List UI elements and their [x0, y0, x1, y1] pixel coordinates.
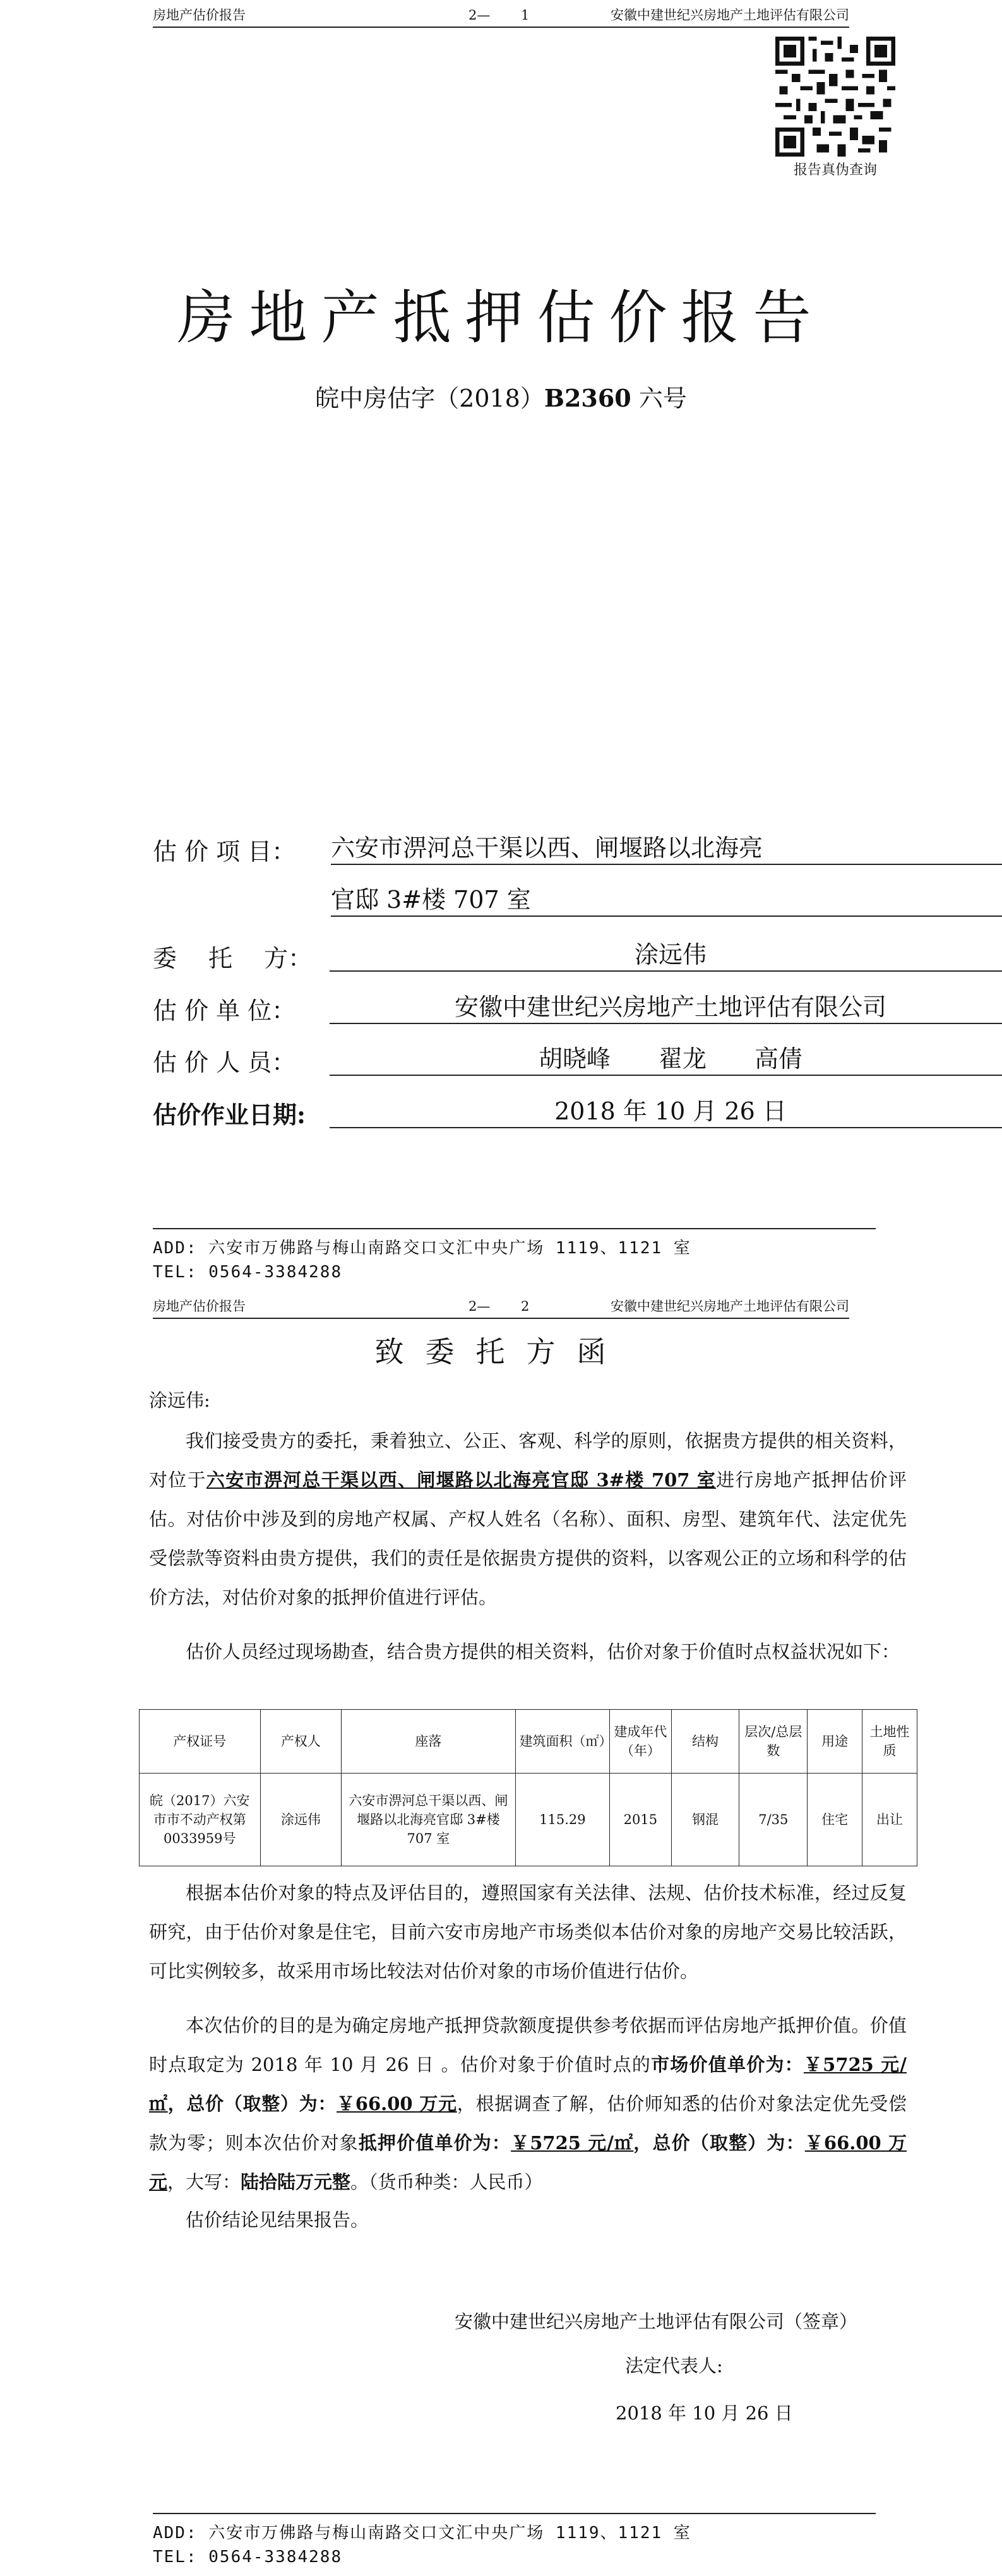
table-header-cell: 座落	[342, 1710, 515, 1774]
table-cell: 出让	[862, 1774, 917, 1866]
footer-divider	[153, 2513, 876, 2514]
p4-market-unit-price: ￥5725 元/㎡	[149, 2054, 907, 2114]
paragraph-3: 根据本估价对象的特点及评估目的，遵照国家有关法律、法规、估价技术标准，经过反复研究，由于估价对象是住宅，目前六安市房地产市场类似本估价对象的房地产交易比较活跃，可比实例较多，故采用市场比较法对估价对象的市场价值进行估价。	[149, 1882, 907, 1982]
p4-mortgage-unit-price: ￥5725 元/㎡	[511, 2132, 634, 2154]
salutation: 涂远伟:	[149, 1390, 210, 1411]
client-label: 委 托 方：	[153, 945, 313, 972]
table-cell: 住宅	[808, 1774, 862, 1866]
footer-address: ADD: 六安市万佛路与梅山南路交口文汇中央广场 1119、1121 室	[153, 1239, 691, 1258]
signature-company: 安徽中建世纪兴房地产土地评估有限公司（签章）	[455, 2311, 858, 2332]
p4-mortgage-total-label: ，总价（取整）为：	[633, 2132, 805, 2154]
p1-text-a: 我们接受贵方的委托，秉着独立、公正、客观、科学的原则，依据贵方提供的相关资料，对位于	[149, 1430, 907, 1491]
doc-no-suffix: 六号	[631, 385, 687, 412]
signature-date: 2018 年 10 月 26 日	[616, 2402, 793, 2424]
letter-page	[0, 1291, 1002, 2576]
table-cell: 皖（2017）六安市市不动产权第0033959号	[140, 1774, 261, 1866]
p4-market-total: ￥66.00 万元	[337, 2093, 457, 2114]
p4-mortgage-unit-label: 抵押价值单价为：	[358, 2132, 511, 2154]
paragraph-1	[149, 1421, 907, 1617]
page-header	[153, 1295, 849, 1319]
footer-tel: TEL: 0564-3384288	[153, 1263, 343, 1282]
header-company: 安徽中建世纪兴房地产土地评估有限公司	[611, 8, 849, 23]
project-value-line2: 官邸 3#楼 707 室	[331, 884, 1002, 917]
client-value: 涂远伟	[330, 939, 1002, 972]
table-header-cell: 层次/总层数	[739, 1710, 808, 1774]
unit-label: 估 价 单 位：	[153, 997, 296, 1025]
table-cell: 钢混	[671, 1774, 739, 1866]
table-row	[140, 1774, 917, 1866]
table-cell: 115.29	[515, 1774, 610, 1866]
staff-label: 估 价 人 员：	[153, 1049, 296, 1076]
project-value-line1: 六安市淠河总干渠以西、闸堰路以北海亮	[331, 832, 1002, 865]
header-left: 房地产估价报告	[153, 1299, 246, 1314]
p4-market-unit-label: 市场价值单价为：	[651, 2054, 804, 2075]
table-header-cell: 建筑面积（㎡）	[515, 1710, 610, 1774]
signature-representative: 法定代表人:	[625, 2355, 723, 2376]
page-header	[153, 4, 849, 28]
table-cell: 涂远伟	[260, 1774, 342, 1866]
table-cell: 2015	[610, 1774, 671, 1866]
doc-no-prefix: 皖中房估字（2018）	[315, 385, 544, 412]
table-header-cell: 产权证号	[140, 1710, 261, 1774]
table-header-row	[140, 1710, 917, 1774]
page-footer	[153, 2521, 691, 2569]
table-header-cell: 建成年代（年）	[610, 1710, 671, 1774]
doc-no-code: B2360	[544, 384, 631, 412]
paragraph-4	[149, 2006, 907, 2202]
letter-title: 致委托方函	[374, 1335, 628, 1369]
table-header-cell: 结构	[671, 1710, 739, 1774]
staff-value: 胡晓峰 翟龙 高倩	[330, 1043, 1002, 1076]
page-footer	[153, 1236, 691, 1284]
table-header-cell: 土地性质	[862, 1710, 917, 1774]
report-title: 房地产抵押估价报告	[177, 284, 825, 352]
qr-label: 报告真伪查询	[793, 162, 877, 178]
footer-tel: TEL: 0564-3384288	[153, 2548, 343, 2567]
footer-divider	[153, 1228, 876, 1229]
header-company: 安徽中建世纪兴房地产土地评估有限公司	[611, 1299, 849, 1314]
p1-address: 六安市淠河总干渠以西、闸堰路以北海亮官邸 3#楼 707 室	[206, 1469, 717, 1491]
p4-text-c: ，根据调查了解，估价师知悉的估价对象法定优先受偿款为零；则本次估价对象	[149, 2093, 907, 2154]
p4-mortgage-total: ￥66.00 万元	[149, 2132, 907, 2193]
header-left: 房地产估价报告	[153, 8, 246, 23]
footer-address: ADD: 六安市万佛路与梅山南路交口文汇中央广场 1119、1121 室	[153, 2524, 691, 2543]
p4-text-e: 。（货币种类：人民币）	[350, 2171, 543, 2193]
p4-text-a: 本次估价的目的是为确定房地产抵押贷款额度提供参考依据而评估房地产抵押价值。价值时点取定为 2018 年 10 月 26 日 。估价对象于价值时点的	[149, 2015, 907, 2075]
paragraph-2: 估价人员经过现场勘查，结合贵方提供的相关资料，估价对象于价值时点权益状况如下：	[186, 1641, 900, 1662]
unit-value: 安徽中建世纪兴房地产土地评估有限公司	[330, 991, 1002, 1024]
table-header-cell: 产权人	[260, 1710, 342, 1774]
table-cell: 六安市淠河总干渠以西、闸堰路以北海亮官邸 3#楼 707 室	[342, 1774, 515, 1866]
p1-text-b: 进行房地产抵押估价评估。对估价中涉及到的房地产权属、产权人姓名（名称）、面积、房型、建筑年代、法定优先受偿款等资料由贵方提供，我们的责任是依据贵方提供的资料，以客观公正的立场和科学的估价方法，对估价对象的抵押价值进行评估。	[149, 1469, 907, 1608]
header-page-number: 2— 1	[468, 8, 530, 23]
table-cell: 7/35	[739, 1774, 808, 1866]
header-page-number: 2— 2	[468, 1299, 530, 1314]
qr-code-icon[interactable]	[775, 37, 895, 157]
table-header-cell: 用途	[808, 1710, 862, 1774]
date-label: 估价作业日期:	[153, 1100, 306, 1129]
date-value: 2018 年 10 月 26 日	[330, 1095, 1002, 1128]
p4-amount-in-words: 陆拾陆万元整	[241, 2171, 351, 2193]
paragraph-5: 估价结论见结果报告。	[186, 2209, 369, 2231]
property-table	[139, 1709, 917, 1866]
p4-text-d: ，大写：	[167, 2171, 241, 2193]
document-number	[0, 379, 1002, 414]
project-label: 估 价 项 目：	[153, 838, 296, 866]
p4-market-total-label: ，总价（取整）为：	[167, 2093, 337, 2114]
